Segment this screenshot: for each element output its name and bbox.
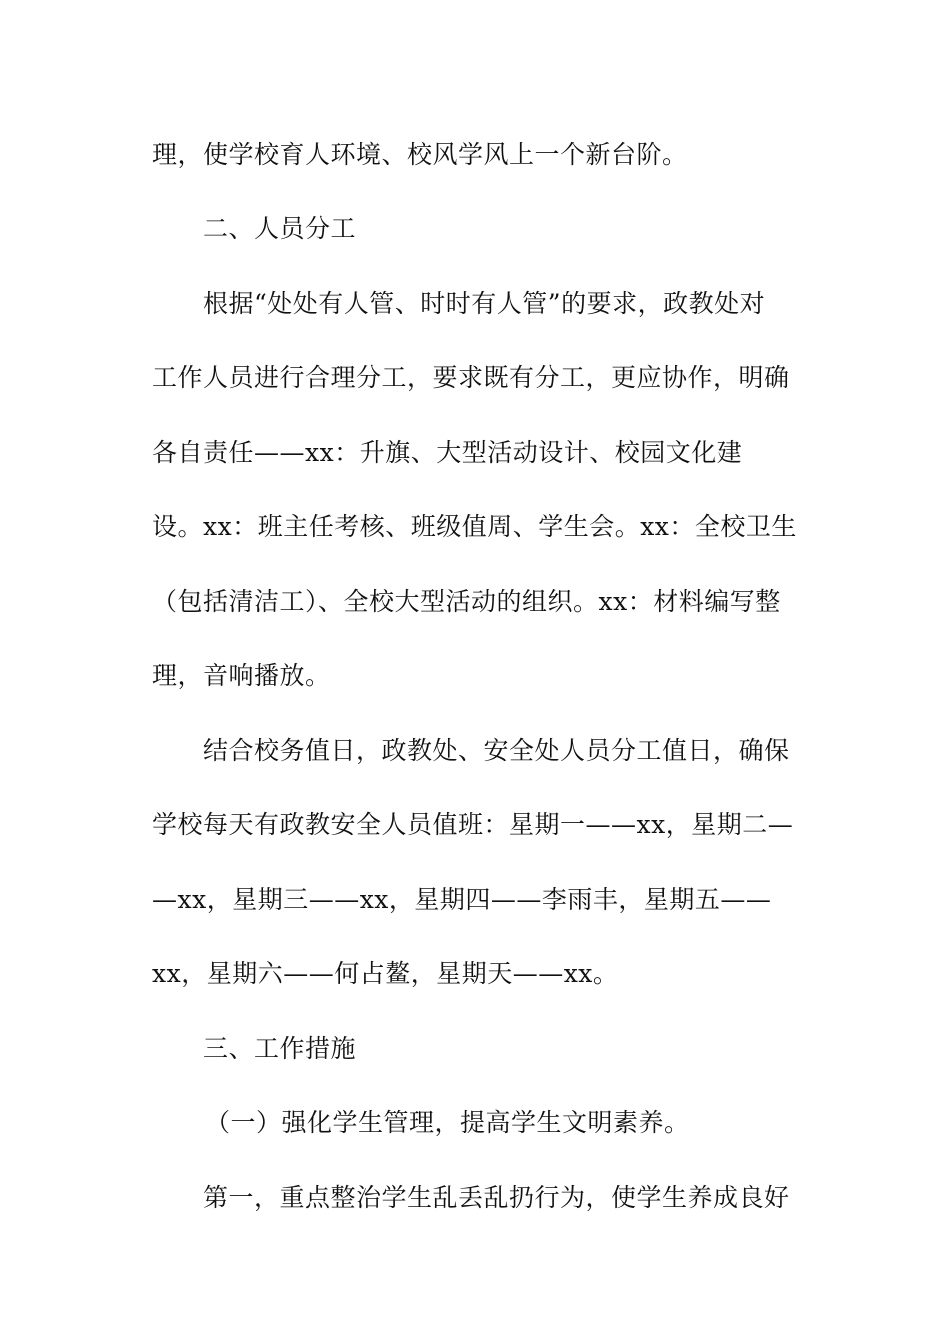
paragraph-line: 理，音响播放。 xyxy=(152,661,331,690)
subsection-heading: （一）强化学生管理，提高学生文明素养。 xyxy=(205,1108,690,1137)
section-heading: 三、工作措施 xyxy=(203,1034,357,1063)
paragraph-line: 学校每天有政教安全人员值班：星期一——xx，星期二— xyxy=(152,810,794,839)
paragraph-line: —xx，星期三——xx，星期四——李雨丰，星期五—— xyxy=(152,885,772,914)
paragraph-line: 根据“处处有人管、时时有人管”的要求，政教处对 xyxy=(203,289,766,318)
paragraph-line: 各自责任——xx：升旗、大型活动设计、校园文化建 xyxy=(152,438,743,467)
paragraph-line: xx，星期六——何占鳌，星期天——xx。 xyxy=(152,959,619,988)
paragraph-line: 结合校务值日，政教处、安全处人员分工值日，确保 xyxy=(203,736,790,765)
paragraph-line: （包括清洁工）、全校大型活动的组织。xx：材料编写整 xyxy=(152,587,781,616)
paragraph-line: 第一，重点整治学生乱丢乱扔行为，使学生养成良好 xyxy=(203,1183,790,1212)
paragraph-line: 设。xx：班主任考核、班级值周、学生会。xx：全校卫生 xyxy=(152,512,797,541)
section-heading: 二、人员分工 xyxy=(203,214,357,243)
paragraph-line: 理，使学校育人环境、校风学风上一个新台阶。 xyxy=(152,140,688,169)
paragraph-line: 工作人员进行合理分工，要求既有分工，更应协作，明确 xyxy=(152,363,790,392)
